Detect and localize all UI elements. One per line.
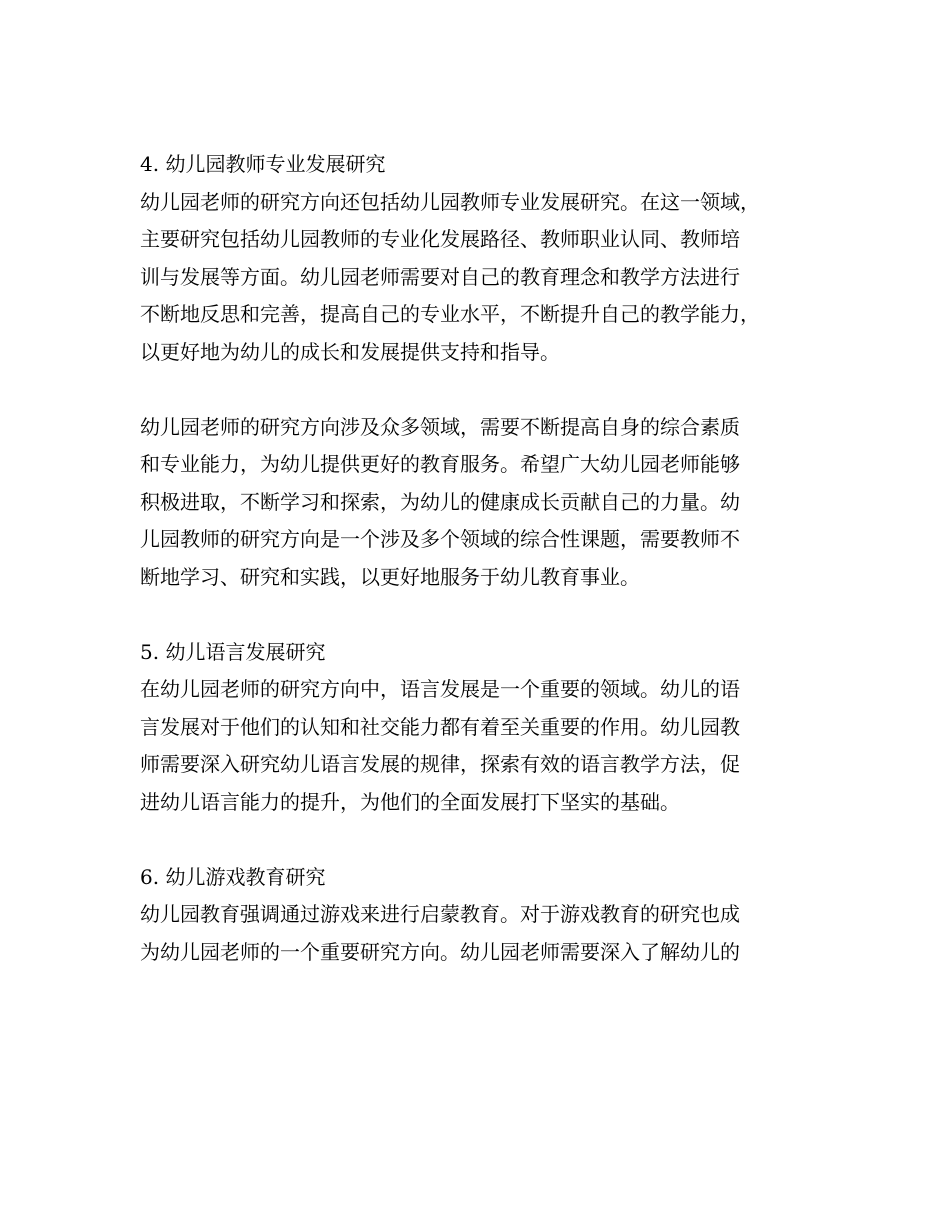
paragraph-line: 以更好地为幼儿的成长和发展提供支持和指导。 xyxy=(140,339,560,364)
paragraph-gap xyxy=(140,371,840,409)
paragraph-line: 主要研究包括幼儿园教师的专业化发展路径、教师职业认同、教师培 xyxy=(140,227,740,251)
section-heading: 6. 幼儿游戏教育研究 xyxy=(140,864,326,889)
document-body xyxy=(140,146,840,971)
paragraph-line: 积极进取，不断学习和探索，为幼儿的健康成长贡献自己的力量。幼 xyxy=(140,489,740,514)
paragraph-line: 不断地反思和完善，提高自己的专业水平，不断提升自己的教学能力， xyxy=(140,302,760,326)
paragraph-line: 幼儿园老师的研究方向还包括幼儿园教师专业发展研究。在这一领域， xyxy=(140,189,760,214)
paragraph-line: 幼儿园教育强调通过游戏来进行启蒙教育。对于游戏教育的研究也成 xyxy=(140,902,740,926)
paragraph-line: 进幼儿语言能力的提升，为他们的全面发展打下坚实的基础。 xyxy=(140,789,680,814)
paragraph-line: 儿园教师的研究方向是一个涉及多个领域的综合性课题，需要教师不 xyxy=(140,527,740,551)
paragraph-line: 断地学习、研究和实践，以更好地服务于幼儿教育事业。 xyxy=(140,564,640,589)
section-heading: 5. 幼儿语言发展研究 xyxy=(140,639,326,664)
paragraph-line: 训与发展等方面。幼儿园老师需要对自己的教育理念和教学方法进行 xyxy=(140,264,740,289)
paragraph-line: 幼儿园老师的研究方向涉及众多领域，需要不断提高自身的综合素质 xyxy=(140,414,740,439)
paragraph-line: 言发展对于他们的认知和社交能力都有着至关重要的作用。幼儿园教 xyxy=(140,714,740,739)
paragraph-line: 在幼儿园老师的研究方向中，语言发展是一个重要的领域。幼儿的语 xyxy=(140,677,740,701)
paragraph-line: 为幼儿园老师的一个重要研究方向。幼儿园老师需要深入了解幼儿的 xyxy=(140,939,740,964)
paragraph-gap xyxy=(140,596,840,634)
paragraph-line: 和专业能力，为幼儿提供更好的教育服务。希望广大幼儿园老师能够 xyxy=(140,452,740,476)
paragraph-line: 师需要深入研究幼儿语言发展的规律，探索有效的语言教学方法，促 xyxy=(140,752,740,776)
section-heading: 4. 幼儿园教师专业发展研究 xyxy=(140,152,386,176)
paragraph-gap xyxy=(140,821,840,859)
